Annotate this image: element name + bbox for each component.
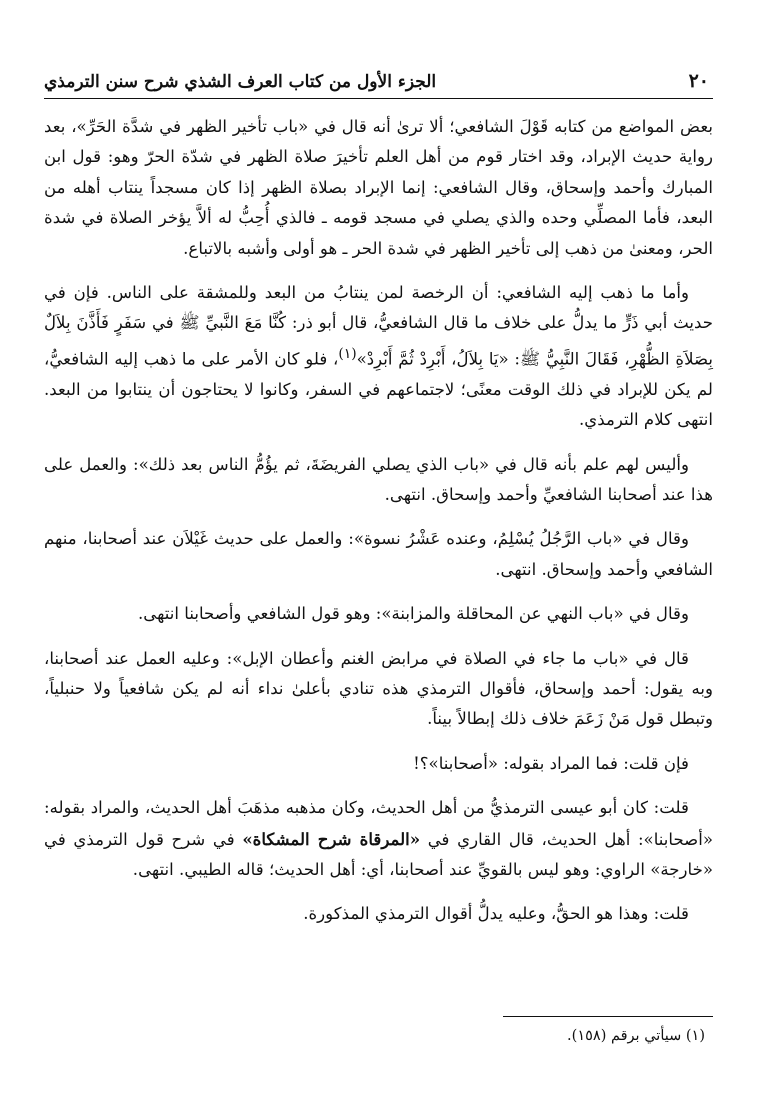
paragraph-6: قال في «باب ما جاء في الصلاة في مرابض الغنم وأعطان الإبل»: وعليه العمل عند أصحابنا، وبه يقول: أحمد وإسحاق، فأقوال الترمذي هذه تنادي بأعلىٰ نداء أنه لم يكن شافعياً ولا حنبلياً، وتبطل قول مَنْ زَعَمَ خلاف ذلك إبطالاً بيناً. <box>44 648 713 729</box>
footnote-reference: (١) <box>338 345 357 362</box>
paragraph-8-part-1: قلت: كان أبو عيسى الترمذيُّ من أهل الحديث، وكان مذهبه مذهَبَ أهل الحديث، والمراد بقوله: «أصحابنا»: أهل الحديث، قال القاري في <box>44 798 714 849</box>
footnote-1: (١) سيأتي برقم (١٥٨). <box>567 1028 705 1044</box>
paragraph-4: وقال في «باب الرَّجُلُ يُسْلِمُ، وعنده عَشْرُ نسوة»: والعمل على حديث غَيْلاَن عند أصحابنا، منهم الشافعي وأحمد وإسحاق. انتهى. <box>44 529 713 579</box>
cited-book-title: «المرقاة شرح المشكاة» <box>242 828 421 849</box>
page-number: ٢٠ <box>688 70 709 92</box>
running-header <box>44 60 713 99</box>
main-text <box>44 112 713 944</box>
paragraph-9: قلت: وهذا هو الحقُّ، وعليه يدلُّ أقوال الترمذي المذكورة. <box>303 904 689 924</box>
book-title: الجزء الأول من كتاب العرف الشذي شرح سنن الترمذي <box>44 72 437 92</box>
paragraph-8-part-2: في شرح قول الترمذي في «خارجة» الراوي: وهو ليس بالقويِّ عند أصحابنا، أي: أهل الحديث؛ قاله الطيبي. انتهى. <box>44 829 713 880</box>
paragraph-2-part-1: وأما ما ذهب إليه الشافعي: أن الرخصة لمن ينتابُ من البعد وللمشقة على الناس. فإن في حديث أبي ذَرٍّ ما يدلُّ على خلاف ما قال الشافعيُّ، قال أبو ذر: كُنَّا مَعَ النَّبيِّ ﷺ في سَفَرٍ فَأَذَّنَ بِلاَلٌ بِصَلاَةِ الظُّهْرِ، فَقَالَ النَّبِيُّ ﷺ: «يَا بِلاَلُ، أَبْرِدْ ثُمَّ أَبْرِدْ» <box>44 283 713 369</box>
paragraph-7: فإن قلت: فما المراد بقوله: «أصحابنا»؟! <box>413 753 689 773</box>
paragraph-2-part-2: ، فلو كان الأمر على ما ذهب إليه الشافعيُّ، لم يكن للإبراد في ذلك الوقت معنًى؛ لاجتماعهم في السفر، وكانوا لا يحتاجون أن ينتابوا من البعد. انتهى كلام الترمذي. <box>44 349 713 430</box>
footnote-divider <box>503 1016 713 1017</box>
paragraph-3: وأليس لهم علم بأنه قال في «باب الذي يصلي الفريضَةَ، ثم يؤُمُّ الناس بعد ذلك»: والعمل على هذا عند أصحابنا الشافعيِّ وأحمد وإسحاق. انتهى. <box>44 454 713 504</box>
paragraph-5: وقال في «باب النهي عن المحاقلة والمزابنة»: وهو قول الشافعي وأصحابنا انتهى. <box>138 604 689 624</box>
paragraph-8 <box>44 793 713 885</box>
paragraph-1: بعض المواضع من كتابه قَوْلَ الشافعي؛ ألا ترىٰ أنه قال في «باب تأخير الظهر في شدَّة الحَرِّ»، بعد رواية حديث الإبراد، وقد اختار قوم من أهل العلم تأخيرَ صلاة الظهر في شدّة الحرّ وهو: قول ابن المبارك وأحمد وإسحاق، وقال الشافعي: إنما الإبراد بصلاة الظهر إذا كان مسجداً ينتاب أهله من البعد، فأما المصلِّي وحده والذي يصلي في مسجد قومه ـ فالذي أُحِبُّ له ألاَّ يؤخر الصلاة في شدة الحر، ومعنىٰ من ذهب إلى تأخير الظهر في شدة الحر ـ هو أولى وأشبه بالاتباع. <box>44 117 713 258</box>
paragraph-2 <box>44 278 713 436</box>
